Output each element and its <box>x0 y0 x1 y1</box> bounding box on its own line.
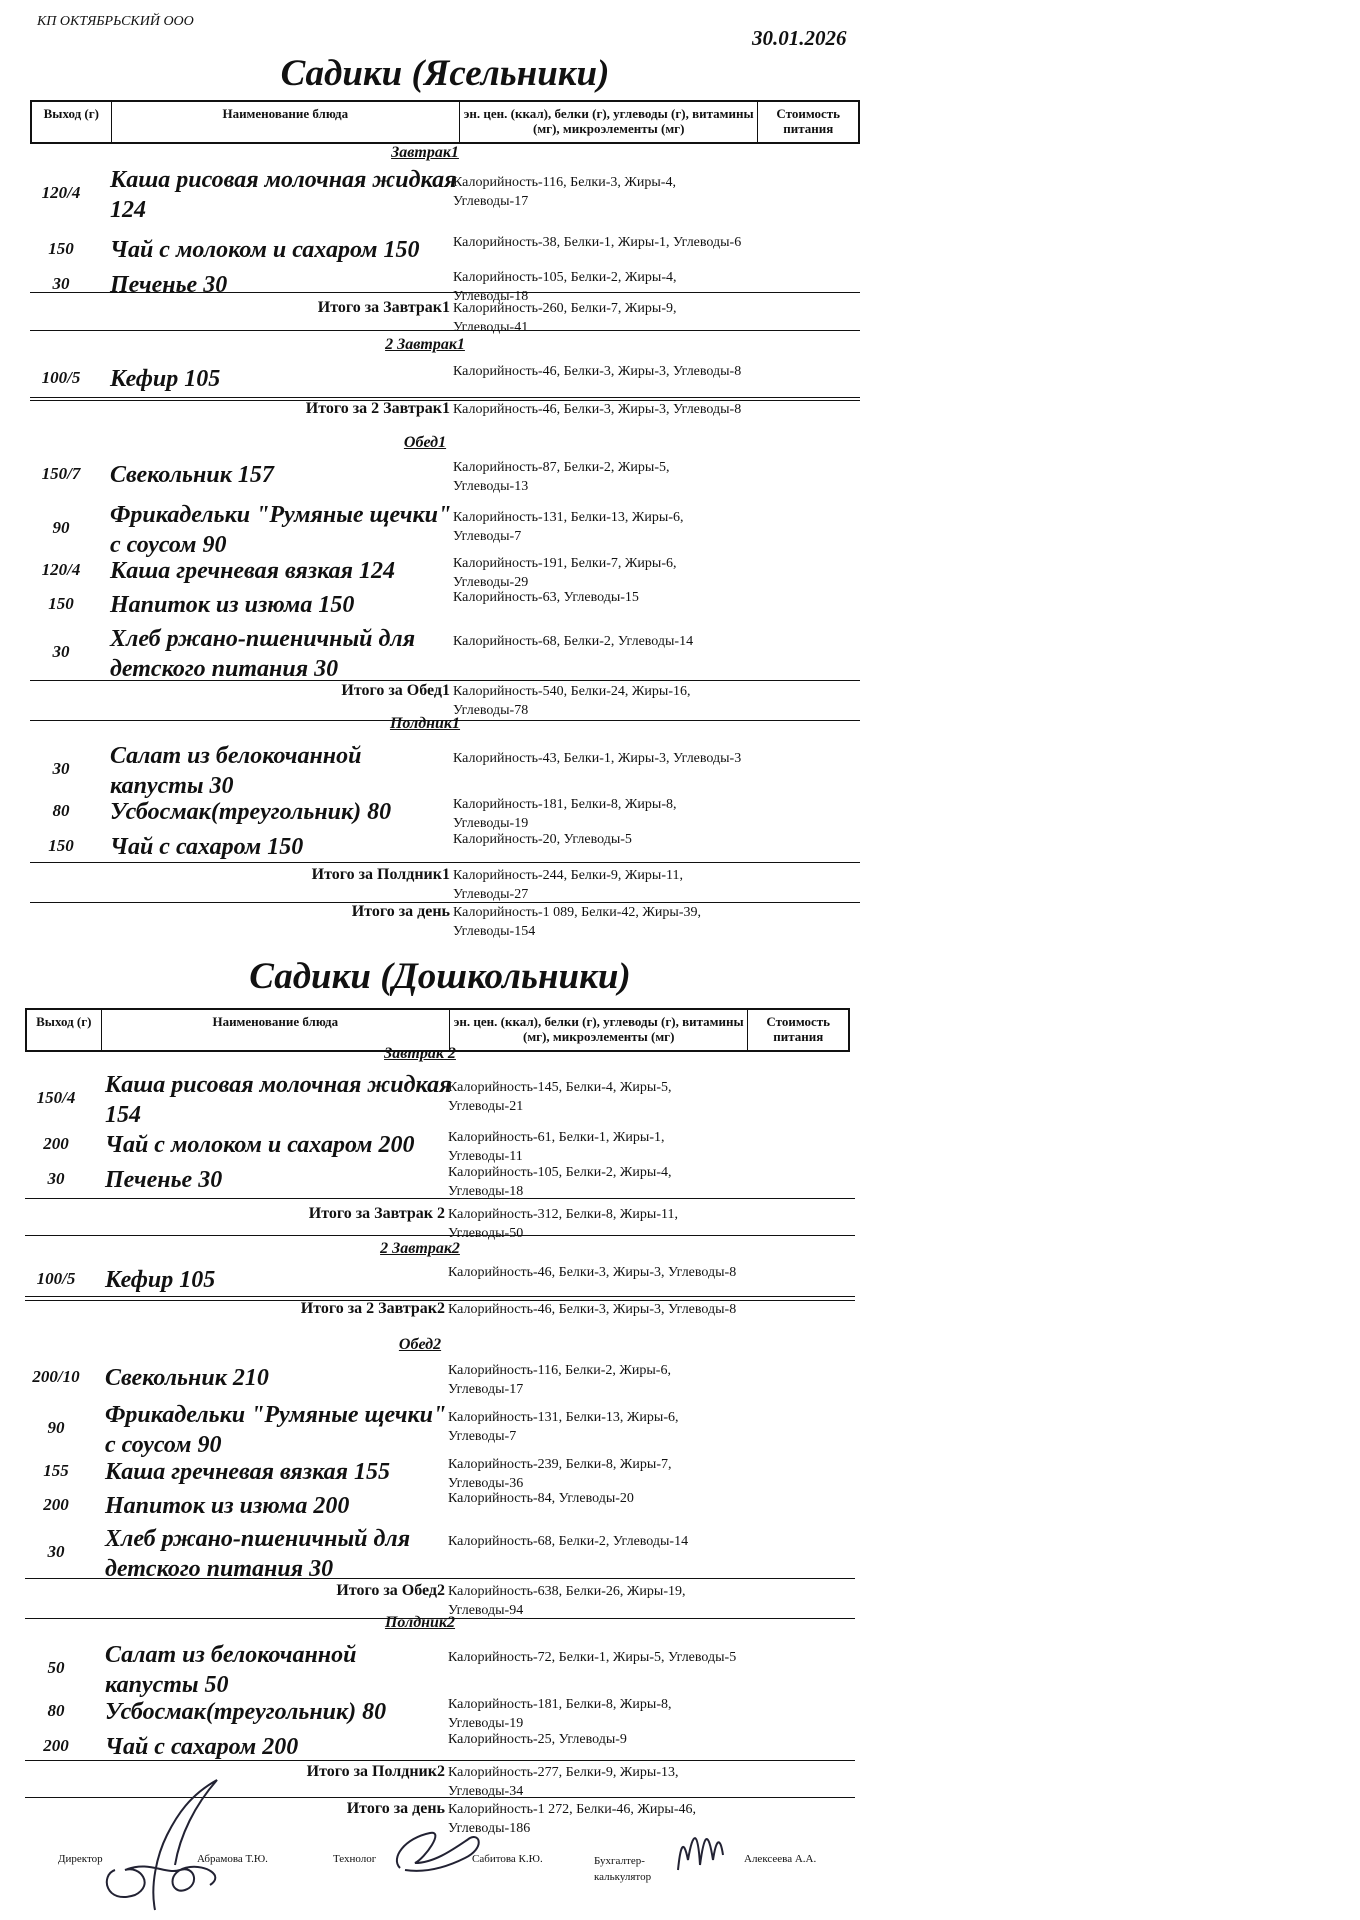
item-nutrition: Калорийность-38, Белки-1, Жиры-1, Углеводы-6 <box>453 235 742 250</box>
section-divider <box>30 292 860 293</box>
item-weight: 200 <box>43 1736 69 1755</box>
item-weight: 150/7 <box>41 464 81 483</box>
section-total-values: Калорийность-260, Белки-7, Жиры-9, Углеводы-41 <box>453 301 677 335</box>
item-nutrition: Калорийность-43, Белки-1, Жиры-3, Углеводы-3 <box>453 751 742 766</box>
section-divider <box>25 1578 855 1579</box>
section-total-divider <box>30 400 860 401</box>
item-dish-name: Свекольник 157 <box>110 462 274 488</box>
section-title: Обед1 <box>403 434 447 451</box>
section-title: Полдник1 <box>389 715 461 732</box>
item-dish-name: Чай с сахаром 150 <box>110 834 304 860</box>
menu-title: Садики (Ясельники) <box>280 53 610 94</box>
section-total-label: Итого за Полдник2 <box>306 1763 445 1780</box>
column-header-weight: Выход (г) <box>32 102 112 142</box>
item-weight: 100/5 <box>41 368 81 387</box>
day-total-label: Итого за день <box>351 903 450 920</box>
item-weight: 150 <box>48 836 74 855</box>
organization-name: КП ОКТЯБРЬСКИЙ ООО <box>37 14 194 29</box>
item-dish-name: Фрикадельки "Румяные щечки" с соусом 90 <box>105 1402 447 1458</box>
item-weight: 100/5 <box>36 1269 76 1288</box>
item-nutrition: Калорийность-68, Белки-2, Углеводы-14 <box>448 1534 689 1549</box>
section-divider <box>30 397 860 398</box>
item-nutrition: Калорийность-46, Белки-3, Жиры-3, Углеводы-8 <box>453 364 742 379</box>
section-title: Обед2 <box>398 1336 442 1353</box>
director-label: Директор <box>58 1853 103 1865</box>
item-weight: 200 <box>43 1134 69 1153</box>
item-weight: 80 <box>47 1701 65 1720</box>
item-nutrition: Калорийность-116, Белки-3, Жиры-4, Углеводы-17 <box>453 175 676 209</box>
section-total-values: Калорийность-638, Белки-26, Жиры-19, Углеводы-94 <box>448 1584 686 1618</box>
item-nutrition: Калорийность-105, Белки-2, Жиры-4, Углеводы-18 <box>448 1165 672 1199</box>
item-dish-name: Каша рисовая молочная жидкая 124 <box>110 167 457 223</box>
day-total-values: Калорийность-1 089, Белки-42, Жиры-39, Углеводы-154 <box>453 905 701 939</box>
item-weight: 150 <box>48 239 74 258</box>
technologist-name: Сабитова К.Ю. <box>472 1853 543 1865</box>
item-weight: 30 <box>47 1542 65 1561</box>
item-weight: 120/4 <box>41 183 81 202</box>
day-total-values: Калорийность-1 272, Белки-46, Жиры-46, Углеводы-186 <box>448 1802 696 1836</box>
item-nutrition: Калорийность-181, Белки-8, Жиры-8, Углеводы-19 <box>448 1697 672 1731</box>
item-dish-name: Чай с молоком и сахаром 150 <box>110 237 420 263</box>
technologist-label: Технолог <box>333 1853 377 1865</box>
column-header-cost: Стоимость питания <box>776 106 841 136</box>
director-name: Абрамова Т.Ю. <box>197 1853 268 1865</box>
director-signature <box>95 1775 245 1915</box>
item-dish-name: Напиток из изюма 150 <box>110 592 355 618</box>
section-total-label: Итого за 2 Завтрак2 <box>300 1300 445 1317</box>
section-divider <box>25 1198 855 1199</box>
item-dish-name: Хлеб ржано-пшеничный для детского питания 30 <box>110 626 416 682</box>
item-nutrition: Калорийность-20, Углеводы-5 <box>453 832 632 847</box>
column-header-dish: Наименование блюда <box>102 1010 450 1050</box>
document-date: 30.01.2026 <box>752 26 847 50</box>
column-header-cost: Стоимость питания <box>766 1014 831 1044</box>
technologist-signature <box>385 1818 495 1878</box>
item-dish-name: Каша рисовая молочная жидкая 154 <box>105 1072 452 1128</box>
item-weight: 150 <box>48 594 74 613</box>
item-dish-name: Кефир 105 <box>110 366 221 392</box>
section-title: 2 Завтрак1 <box>385 336 465 353</box>
item-weight: 120/4 <box>41 560 81 579</box>
item-dish-name: Печенье 30 <box>105 1167 223 1193</box>
item-nutrition: Калорийность-181, Белки-8, Жиры-8, Углеводы-19 <box>453 797 677 831</box>
section-total-values: Калорийность-46, Белки-3, Жиры-3, Углеводы-8 <box>448 1302 737 1317</box>
table-header <box>30 100 860 144</box>
section-total-label: Итого за 2 Завтрак1 <box>305 400 450 417</box>
item-weight: 30 <box>52 274 70 293</box>
item-weight: 90 <box>52 518 70 537</box>
item-nutrition: Калорийность-105, Белки-2, Жиры-4, Углеводы-18 <box>453 270 677 304</box>
menu-title: Садики (Дошкольники) <box>249 956 631 997</box>
section-total-values: Калорийность-46, Белки-3, Жиры-3, Углеводы-8 <box>453 402 742 417</box>
item-nutrition: Калорийность-131, Белки-13, Жиры-6, Углеводы-7 <box>453 510 684 544</box>
item-nutrition: Калорийность-131, Белки-13, Жиры-6, Углеводы-7 <box>448 1410 679 1444</box>
section-total-label: Итого за Обед2 <box>336 1582 445 1599</box>
day-total-label: Итого за день <box>346 1800 445 1817</box>
column-header-nutrition: эн. цен. (ккал), белки (г), углеводы (г), витамины (мг), микроэлементы (мг) <box>460 102 759 142</box>
item-weight: 50 <box>47 1658 65 1677</box>
item-dish-name: Хлеб ржано-пшеничный для детского питания 30 <box>105 1526 411 1582</box>
section-total-values: Калорийность-277, Белки-9, Жиры-13, Углеводы-34 <box>448 1765 679 1799</box>
column-header-dish: Наименование блюда <box>112 102 460 142</box>
item-dish-name: Салат из белокочанной капусты 30 <box>110 743 362 799</box>
section-title: Завтрак1 <box>391 144 459 161</box>
item-dish-name: Каша гречневая вязкая 124 <box>110 558 396 584</box>
item-dish-name: Усбосмак(треугольник) 80 <box>110 799 392 825</box>
item-dish-name: Печенье 30 <box>110 272 228 298</box>
column-header-weight: Выход (г) <box>27 1010 102 1050</box>
item-dish-name: Напиток из изюма 200 <box>105 1493 350 1519</box>
section-total-divider <box>30 330 860 331</box>
item-nutrition: Калорийность-46, Белки-3, Жиры-3, Углеводы-8 <box>448 1265 737 1280</box>
item-nutrition: Калорийность-116, Белки-2, Жиры-6, Углеводы-17 <box>448 1363 671 1397</box>
section-total-label: Итого за Завтрак1 <box>317 299 450 316</box>
item-weight: 90 <box>47 1418 65 1437</box>
item-dish-name: Свекольник 210 <box>105 1365 269 1391</box>
item-nutrition: Калорийность-25, Углеводы-9 <box>448 1732 627 1747</box>
item-weight: 200/10 <box>32 1367 80 1386</box>
section-total-divider <box>25 1235 855 1236</box>
item-weight: 200 <box>43 1495 69 1514</box>
item-dish-name: Чай с сахаром 200 <box>105 1734 299 1760</box>
item-weight: 80 <box>52 801 70 820</box>
item-nutrition: Калорийность-239, Белки-8, Жиры-7, Углеводы-36 <box>448 1457 672 1491</box>
section-total-values: Калорийность-312, Белки-8, Жиры-11, Углеводы-50 <box>448 1207 678 1241</box>
item-nutrition: Калорийность-63, Углеводы-15 <box>453 590 639 605</box>
section-total-values: Калорийность-244, Белки-9, Жиры-11, Углеводы-27 <box>453 868 683 902</box>
item-dish-name: Кефир 105 <box>105 1267 216 1293</box>
item-nutrition: Калорийность-68, Белки-2, Углеводы-14 <box>453 634 694 649</box>
section-divider <box>30 862 860 863</box>
section-total-label: Итого за Полдник1 <box>311 866 450 883</box>
accountant-name: Алексеева А.А. <box>744 1853 817 1865</box>
item-nutrition: Калорийность-191, Белки-7, Жиры-6, Углеводы-29 <box>453 556 677 590</box>
item-nutrition: Калорийность-72, Белки-1, Жиры-5, Углеводы-5 <box>448 1650 737 1665</box>
accountant-signature <box>668 1820 728 1880</box>
section-divider <box>25 1760 855 1761</box>
section-divider <box>25 1296 855 1297</box>
section-total-divider <box>25 1300 855 1301</box>
section-total-label: Итого за Обед1 <box>341 682 450 699</box>
section-divider <box>30 680 860 681</box>
item-nutrition: Калорийность-145, Белки-4, Жиры-5, Углеводы-21 <box>448 1080 672 1114</box>
item-dish-name: Салат из белокочанной капусты 50 <box>105 1642 357 1698</box>
item-nutrition: Калорийность-61, Белки-1, Жиры-1, Углеводы-11 <box>448 1130 665 1164</box>
item-weight: 155 <box>43 1461 69 1480</box>
section-total-label: Итого за Завтрак 2 <box>308 1205 445 1222</box>
section-title: Полдник2 <box>384 1614 456 1631</box>
item-nutrition: Калорийность-84, Углеводы-20 <box>448 1491 634 1506</box>
section-total-values: Калорийность-540, Белки-24, Жиры-16, Углеводы-78 <box>453 684 691 718</box>
item-weight: 150/4 <box>36 1088 76 1107</box>
item-weight: 30 <box>52 642 70 661</box>
column-header-nutrition: эн. цен. (ккал), белки (г), углеводы (г), витамины (мг), микроэлементы (мг) <box>450 1010 749 1050</box>
accountant-label: Бухгалтер-калькулятор <box>594 1855 652 1883</box>
item-dish-name: Чай с молоком и сахаром 200 <box>105 1132 415 1158</box>
item-weight: 30 <box>52 759 70 778</box>
section-title: Завтрак 2 <box>384 1045 456 1062</box>
section-title: 2 Завтрак2 <box>380 1240 460 1257</box>
item-weight: 30 <box>47 1169 65 1188</box>
item-nutrition: Калорийность-87, Белки-2, Жиры-5, Углеводы-13 <box>453 460 670 494</box>
item-dish-name: Каша гречневая вязкая 155 <box>105 1459 391 1485</box>
item-dish-name: Усбосмак(треугольник) 80 <box>105 1699 387 1725</box>
item-dish-name: Фрикадельки "Румяные щечки" с соусом 90 <box>110 502 452 558</box>
